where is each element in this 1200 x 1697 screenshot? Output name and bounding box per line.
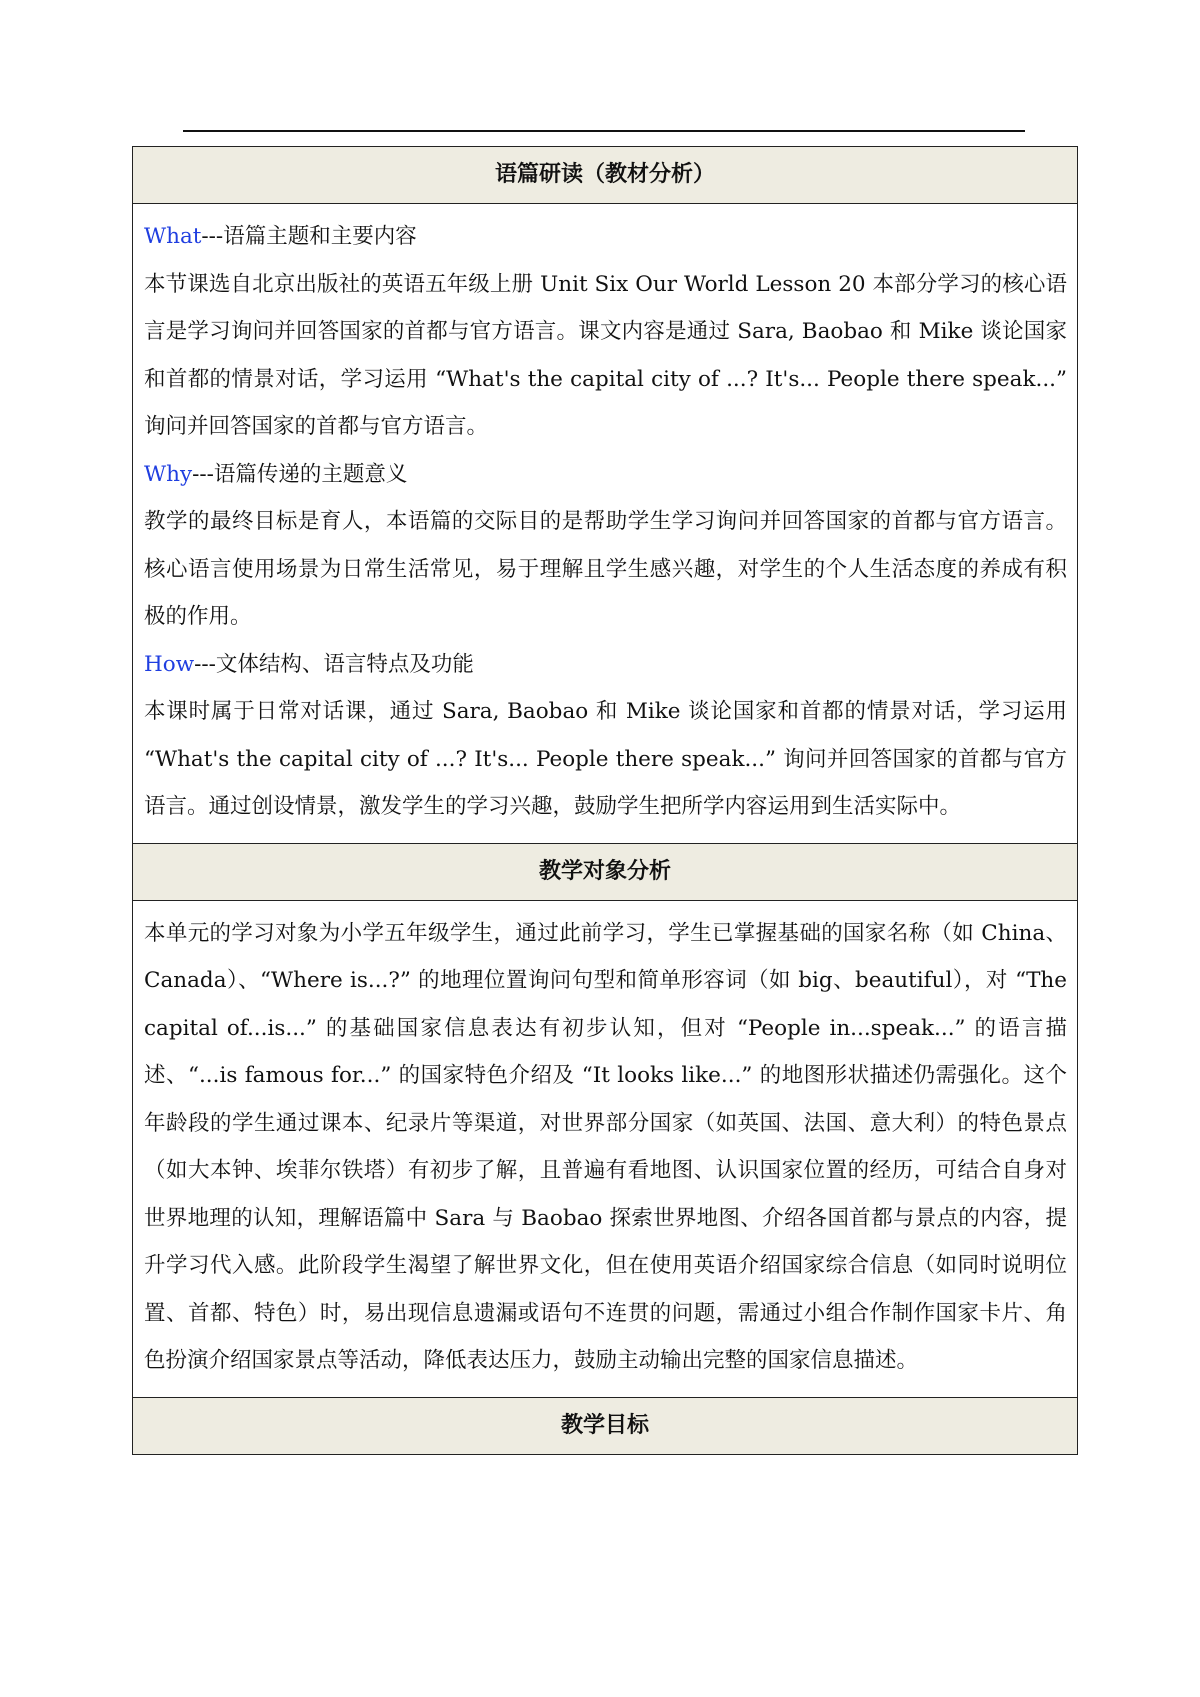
keyword-how: How xyxy=(144,651,195,677)
paragraph-how: 本课时属于日常对话课，通过 Sara, Baobao 和 Mike 谈论国家和首都的情景对话，学习运用 “What's the capital city of ...? It's... People there speak...” 询问并回答国家的首都与官方语言。通过创设情景，激发学生的学习兴趣，鼓励学生把所学内容运用到生活实际中。 xyxy=(144,699,1067,819)
section-heading-text-analysis: 语篇研读（教材分析） xyxy=(133,147,1078,204)
section-heading-teaching-goals: 教学目标 xyxy=(133,1397,1078,1454)
subheading-what: What---语篇主题和主要内容 xyxy=(144,224,417,249)
paragraph-student-analysis: 本单元的学习对象为小学五年级学生，通过此前学习，学生已掌握基础的国家名称（如 China、Canada）、“Where is...?” 的地理位置询问句型和简单形容词（如 big、beautiful），对 “The capital of...is...” 的基础国家信息表达有初步认知，但对 “People in...speak...” 的语言描述、“...is famous for...” 的国家特色介绍及 “It looks like...” 的地图形状描述仍需强化。这个年龄段的学生通过课本、纪录片等渠道，对世界部分国家（如英国、法国、意大利）的特色景点（如大本钟、埃菲尔铁塔）有初步了解，且普遍有看地图、认识国家位置的经历，可结合自身对世界地理的认知，理解语篇中 Sara 与 Baobao 探索世界地图、介绍各国首都与景点的内容，提升学习代入感。此阶段学生渴望了解世界文化，但在使用英语介绍国家综合信息（如同时说明位置、首都、特色）时，易出现信息遗漏或语句不连贯的问题，需通过小组合作制作国家卡片、角色扮演介绍国家景点等活动，降低表达压力，鼓励主动输出完整的国家信息描述。 xyxy=(144,920,1067,1373)
lesson-plan-table xyxy=(132,146,1078,1455)
keyword-why: Why xyxy=(144,461,193,487)
section-body-row xyxy=(133,900,1078,1397)
section-header-row xyxy=(133,1397,1078,1454)
section-body-student-analysis xyxy=(133,900,1078,1397)
paragraph-what: 本节课选自北京出版社的英语五年级上册 Unit Six Our World Lesson 20 本部分学习的核心语言是学习询问并回答国家的首都与官方语言。课文内容是通过 Sara, Baobao 和 Mike 谈论国家和首都的情景对话，学习运用 “What's the capital city of ...? It's... People there speak...” 询问并回答国家的首都与官方语言。 xyxy=(144,271,1067,439)
subheading-how: How---文体结构、语言特点及功能 xyxy=(144,651,474,677)
keyword-what: What xyxy=(144,224,202,249)
section-body-text-analysis xyxy=(133,204,1078,844)
section-heading-student-analysis: 教学对象分析 xyxy=(133,843,1078,900)
subheading-why: Why---语篇传递的主题意义 xyxy=(144,461,408,487)
section-body-row xyxy=(133,204,1078,844)
paragraph-why: 教学的最终目标是育人，本语篇的交际目的是帮助学生学习询问并回答国家的首都与官方语言。核心语言使用场景为日常生活常见，易于理解且学生感兴趣，对学生的个人生活态度的养成有积极的作用。 xyxy=(144,509,1067,629)
header-rule xyxy=(183,130,1025,132)
section-header-row xyxy=(133,843,1078,900)
section-header-row xyxy=(133,147,1078,204)
